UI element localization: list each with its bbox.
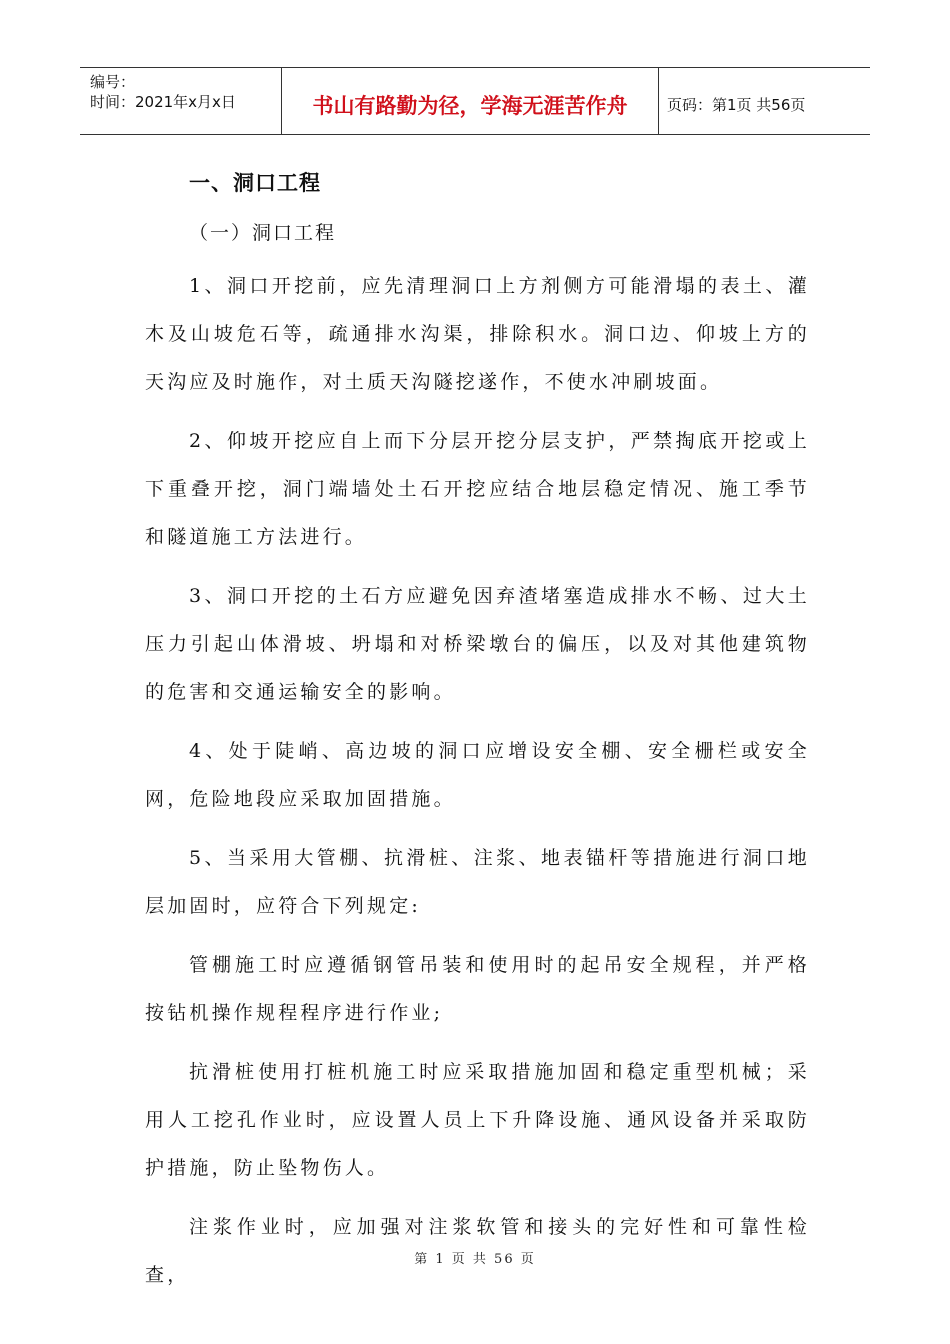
header-meta-cell [80,68,282,134]
paragraph-1: 1、洞口开挖前，应先清理洞口上方剂侧方可能滑塌的表土、灌木及山坡危石等，疏通排水沟渠，排除积水。洞口边、仰坡上方的天沟应及时施作，对土质天沟隧挖遂作，不使水冲刷坡面。 [145,275,810,393]
paragraph-8: 注浆作业时，应加强对注浆软管和接头的完好性和可靠性检查， [145,1216,810,1286]
time-label: 时间：2021年x月x日 [90,93,236,111]
page-footer: 第 1 页 共 56 页 [414,1252,536,1267]
subsection-heading: （一）洞口工程 [189,222,337,244]
paragraph-6: 管棚施工时应遵循钢管吊装和使用时的起吊安全规程，并严格按钻机操作规程程序进行作业; [145,954,810,1024]
header-page-info: 页码：第1页 共56页 [667,95,806,114]
paragraph-4: 4、处于陡峭、高边坡的洞口应增设安全棚、安全栅栏或安全网，危险地段应采取加固措施。 [145,740,810,810]
header-motto: 书山有路勤为径，学海无涯苦作舟 [282,68,659,134]
section-heading: 一、洞口工程 [189,171,321,195]
code-label: 编号： [90,73,136,91]
header-table [80,67,870,135]
paragraph-5: 5、当采用大管棚、抗滑桩、注浆、地表锚杆等措施进行洞口地层加固时，应符合下列规定: [145,847,810,917]
paragraph-3: 3、洞口开挖的土石方应避免因弃渣堵塞造成排水不畅、过大土压力引起山体滑坡、坍塌和对桥梁墩台的偏压，以及对其他建筑物的危害和交通运输安全的影响。 [145,585,810,703]
paragraph-7: 抗滑桩使用打桩机施工时应采取措施加固和稳定重型机械；采用人工挖孔作业时，应设置人员上下升降设施、通风设备并采取防护措施，防止坠物伤人。 [145,1061,810,1179]
paragraph-2: 2、仰坡开挖应自上而下分层开挖分层支护，严禁掏底开挖或上下重叠开挖，洞门端墙处土石开挖应结合地层稳定情况、施工季节和隧道施工方法进行。 [145,430,810,548]
document-content [145,165,810,1310]
